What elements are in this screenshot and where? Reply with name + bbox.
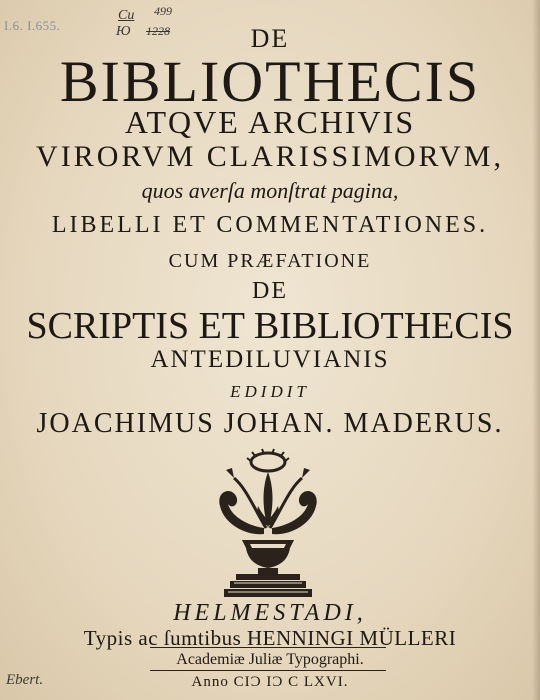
page-edge-shadow <box>532 0 540 700</box>
imprint-printer: Typis ac ſumtibus HENNINGI MÜLLERI <box>83 626 457 650</box>
title-line-8: DE <box>252 278 288 304</box>
title-line-1: DE <box>250 24 290 53</box>
title-line-9: SCRIPTIS ET BIBLIOTHECIS <box>26 305 514 347</box>
shelfmark-number: 499 <box>154 4 172 18</box>
title-line-6: LIBELLI ET COMMENTATIONES. <box>51 212 489 238</box>
imprint-rule-top <box>150 647 386 648</box>
imprint-rule-bottom <box>150 670 386 671</box>
shelfmark-bottom: Ю <box>116 24 131 39</box>
edidit-line: EDIDIT <box>230 382 310 401</box>
title-line-10: ANTEDILUVIANIS <box>150 346 390 373</box>
editor-name: JOACHIMUS JOHAN. MADERUS. <box>36 408 504 439</box>
title-line-7: CUM PRÆFATIONE <box>168 250 372 272</box>
shelfmark-number-old: 1228 <box>146 24 170 38</box>
library-stamp: I.6. I.655. <box>4 18 61 33</box>
imprint-year: Anno CIƆ IƆ C LXVI. <box>191 674 349 690</box>
wreath-icon <box>247 449 289 471</box>
imprint-place: HELMESTADI, <box>173 600 367 626</box>
main-title: BIBLIOTHECIS <box>59 49 481 114</box>
handwritten-signature: Ebert. <box>6 672 44 688</box>
title-line-4: VIRORVM CLARISSIMORVM, <box>36 140 504 173</box>
shelfmark-top: Си <box>118 8 135 23</box>
title-line-5: quos averſa monſtrat pagina, <box>141 178 399 203</box>
title-line-3: ATQVE ARCHIVIS <box>124 104 416 140</box>
fleur-de-lis-vase-ornament <box>206 448 330 598</box>
imprint-academy: Academiæ Juliæ Typographi. <box>176 651 364 668</box>
